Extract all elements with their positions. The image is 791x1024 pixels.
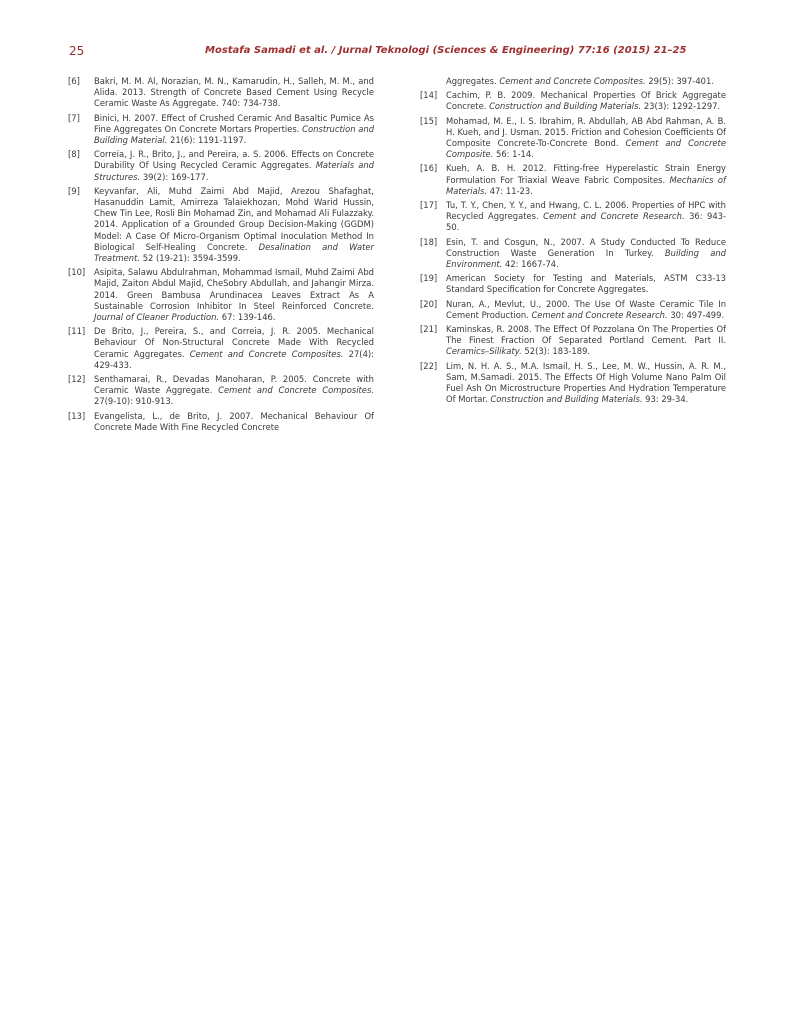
reference-volume-pages: 23(3): 1292-1297.	[641, 101, 721, 112]
reference-source-title: Materials and Structures.	[94, 160, 375, 182]
reference-entry	[420, 200, 726, 234]
reference-volume-pages: 39(2): 169-177.	[140, 171, 209, 182]
reference-citation: Correia, J. R., Brito, J., and Pereira, a. S. 2006. Effects on Concrete Durability Of Using Recycled Ceramic Aggregates.	[94, 149, 374, 171]
reference-number: [13]	[68, 410, 86, 421]
reference-entry	[68, 186, 374, 264]
reference-text	[446, 361, 726, 406]
reference-citation: Kueh, A. B. H. 2012. Fitting-free Hyperelastic Strain Energy Formulation For Triaxial Weave Fabric Composites.	[446, 163, 726, 185]
reference-number: [18]	[420, 236, 438, 247]
reference-citation: Lim, N. H. A. S., M.A. Ismail, H. S., Lee, M. W., Hussin, A. R. M., Sam, M.Samadi. 2015. The Effects Of High Volume Nano Palm Oil Fuel Ash On Microstructure Properties And Hydration Temperature Of Mortar.	[446, 360, 726, 405]
reference-citation: American Society for Testing and Materials, ASTM C33-13 Standard Specification for Concrete Aggregates.	[446, 273, 726, 295]
reference-source-title: Cement and Concrete Composites.	[189, 348, 344, 359]
reference-volume-pages: 42: 1667-74.	[502, 259, 559, 270]
reference-volume-pages: 56: 1-14.	[493, 149, 534, 160]
reference-source-title: Construction and Building Materials.	[489, 101, 642, 112]
reference-source-title: Mechanics of Materials.	[446, 174, 726, 196]
reference-source-title: Construction and Building Material.	[94, 123, 375, 146]
reference-entry	[420, 76, 726, 87]
reference-volume-pages: 52(3): 183-189.	[521, 346, 591, 357]
reference-number: [16]	[420, 163, 438, 174]
reference-number: [12]	[68, 374, 86, 385]
reference-entry	[420, 237, 726, 271]
reference-text	[94, 149, 374, 183]
reference-text	[446, 299, 726, 321]
reference-source-title: Cement and Concrete Composite.	[446, 138, 726, 160]
reference-citation: De Brito, J., Pereira, S., and Correia, J. R. 2005. Mechanical Behaviour Of Non-Structural Concrete Made With Recycled Ceramic Aggregates.	[94, 326, 374, 359]
reference-volume-pages: 21(6): 1191-1197.	[167, 135, 247, 146]
reference-number: [10]	[68, 267, 86, 278]
reference-number: [19]	[420, 273, 438, 284]
reference-volume-pages: 93: 29-34.	[642, 394, 689, 405]
reference-text	[94, 186, 374, 264]
reference-text	[94, 326, 374, 371]
reference-number: [20]	[420, 298, 438, 309]
reference-number: [11]	[68, 326, 86, 337]
reference-entry	[420, 90, 726, 112]
reference-citation: Esin, T. and Cosgun, N., 2007. A Study Conducted To Reduce Construction Waste Generation In Turkey.	[446, 236, 726, 258]
reference-entry	[68, 326, 374, 371]
reference-entry	[420, 299, 726, 321]
reference-entry	[68, 374, 374, 408]
reference-volume-pages: 27(4): 429-433.	[94, 348, 374, 370]
reference-source-title: Building and Environment.	[446, 247, 726, 270]
reference-volume-pages: 67: 139-146.	[219, 312, 276, 323]
reference-citation: Mohamad, M. E., I. S. Ibrahim, R. Abdullah, AB Abd Rahman, A. B. H. Kueh, and J. Usman. 2015. Friction and Cohesion Coefficients Of Composite Concrete-To-Concrete Bond.	[446, 115, 726, 149]
reference-source-title: Ceramics–Silikaty.	[446, 346, 522, 357]
reference-entry	[420, 116, 726, 161]
reference-entry	[68, 76, 374, 110]
reference-text	[446, 116, 726, 161]
reference-number: [15]	[420, 115, 438, 126]
reference-text	[446, 76, 726, 87]
reference-number: [22]	[420, 360, 438, 371]
reference-entry	[420, 163, 726, 197]
reference-number: [7]	[68, 112, 80, 123]
reference-source-title: Cement and Concrete Research.	[531, 309, 668, 320]
reference-volume-pages: 36: 943-50.	[446, 211, 726, 233]
references-left-column	[68, 76, 374, 436]
reference-volume-pages: 27(9-10): 910-913.	[94, 396, 174, 407]
reference-citation: Senthamarai, R., Devadas Manoharan, P. 2005. Concrete with Ceramic Waste Aggregate.	[94, 374, 374, 396]
reference-citation: Tu, T. Y., Chen, Y. Y., and Hwang, C. L. 2006. Properties of HPC with Recycled Aggregates.	[446, 200, 726, 222]
reference-text	[446, 237, 726, 271]
reference-number: [6]	[68, 76, 80, 86]
reference-text	[446, 273, 726, 295]
reference-entry	[68, 267, 374, 323]
reference-source-title: Cement and Concrete Research.	[543, 211, 685, 222]
reference-entry	[420, 361, 726, 406]
reference-volume-pages: 52 (19-21): 3594-3599.	[140, 253, 241, 264]
reference-citation: Binici, H. 2007. Effect of Crushed Ceramic And Basaltic Pumice As Fine Aggregates On Concrete Mortars Properties.	[94, 112, 374, 134]
reference-source-title: Journal of Cleaner Production.	[94, 312, 220, 323]
reference-text	[446, 324, 726, 358]
reference-citation: Bakri, M. M. Al, Norazian, M. N., Kamarudin, H., Salleh, M. M., and Alida. 2013. Strength of Concrete Based Cement Using Recycle Ceramic Waste As Aggregate. 740: 734-738.	[94, 76, 374, 109]
reference-text	[94, 113, 374, 147]
reference-volume-pages: 30: 497-499.	[667, 309, 725, 320]
reference-number: [9]	[68, 185, 80, 196]
references-right-column	[420, 76, 726, 408]
reference-citation: Asipita, Salawu Abdulrahman, Mohammad Ismail, Muhd Zaimi Abd Majid, Zaiton Abdul Majid, CheSobry Abdullah, and Jahangir Mirza. 2014. Green Bambusa Arundinacea Leaves Extract As A Sustainable Corrosion Inhibitor In Steel Reinforced Concrete.	[94, 267, 374, 311]
reference-text	[446, 90, 726, 112]
reference-source-title: Cement and Concrete Composites.	[499, 76, 646, 86]
reference-entry	[420, 324, 726, 358]
reference-citation: Evangelista, L., de Brito, J. 2007. Mechanical Behaviour Of Concrete Made With Fine Recycled Concrete	[94, 410, 374, 432]
reference-number: [21]	[420, 324, 438, 335]
reference-volume-pages: 29(5): 397-401.	[645, 76, 714, 86]
reference-text	[94, 267, 374, 323]
reference-number: [8]	[68, 149, 80, 160]
reference-entry	[68, 149, 374, 183]
reference-citation: Nuran, A., Mevlut, U., 2000. The Use Of Waste Ceramic Tile In Cement Production.	[446, 298, 726, 320]
page-number: 25	[69, 44, 85, 58]
reference-text	[446, 163, 726, 197]
reference-text	[94, 374, 374, 408]
reference-number	[420, 76, 446, 87]
running-head: Mostafa Samadi et al. / Jurnal Teknologi (Sciences & Engineering) 77:16 (2015) 21–25	[205, 45, 687, 56]
reference-citation: Keyvanfar, Ali, Muhd Zaimi Abd Majid, Arezou Shafaghat, Hasanuddin Lamit, Amirreza Talaiekhozan, Mohd Warid Hussin, Chew Tin Lee, Rosli Bin Mohamad Zin, and Mohamad Ali Fulazzaky. 2014. Application of a Grounded Group Decision-Making (GGDM) Model: A Case Of Micro-Organism Optimal Inoculation Method In Biological Self-Healing Concrete.	[94, 185, 374, 252]
page-header	[0, 44, 791, 60]
reference-citation: Cachim, P. B. 2009. Mechanical Properties Of Brick Aggregate Concrete.	[446, 90, 726, 112]
reference-text	[94, 76, 374, 110]
reference-source-title: Desalination and Water Treatment.	[94, 241, 374, 264]
reference-citation: Kaminskas, R. 2008. The Effect Of Pozzolana On The Properties Of The Finest Fraction Of Separated Portland Cement. Part II.	[446, 324, 726, 346]
reference-citation: Aggregates.	[446, 76, 500, 86]
reference-volume-pages: 47: 11-23.	[487, 185, 533, 196]
reference-entry	[68, 113, 374, 147]
reference-source-title: Cement and Concrete Composites.	[218, 385, 374, 396]
reference-number: [14]	[420, 90, 438, 101]
reference-entry	[68, 411, 374, 433]
reference-text	[446, 200, 726, 234]
reference-number: [17]	[420, 200, 438, 211]
reference-source-title: Construction and Building Materials.	[490, 394, 643, 405]
reference-entry	[420, 273, 726, 295]
reference-text	[94, 411, 374, 433]
